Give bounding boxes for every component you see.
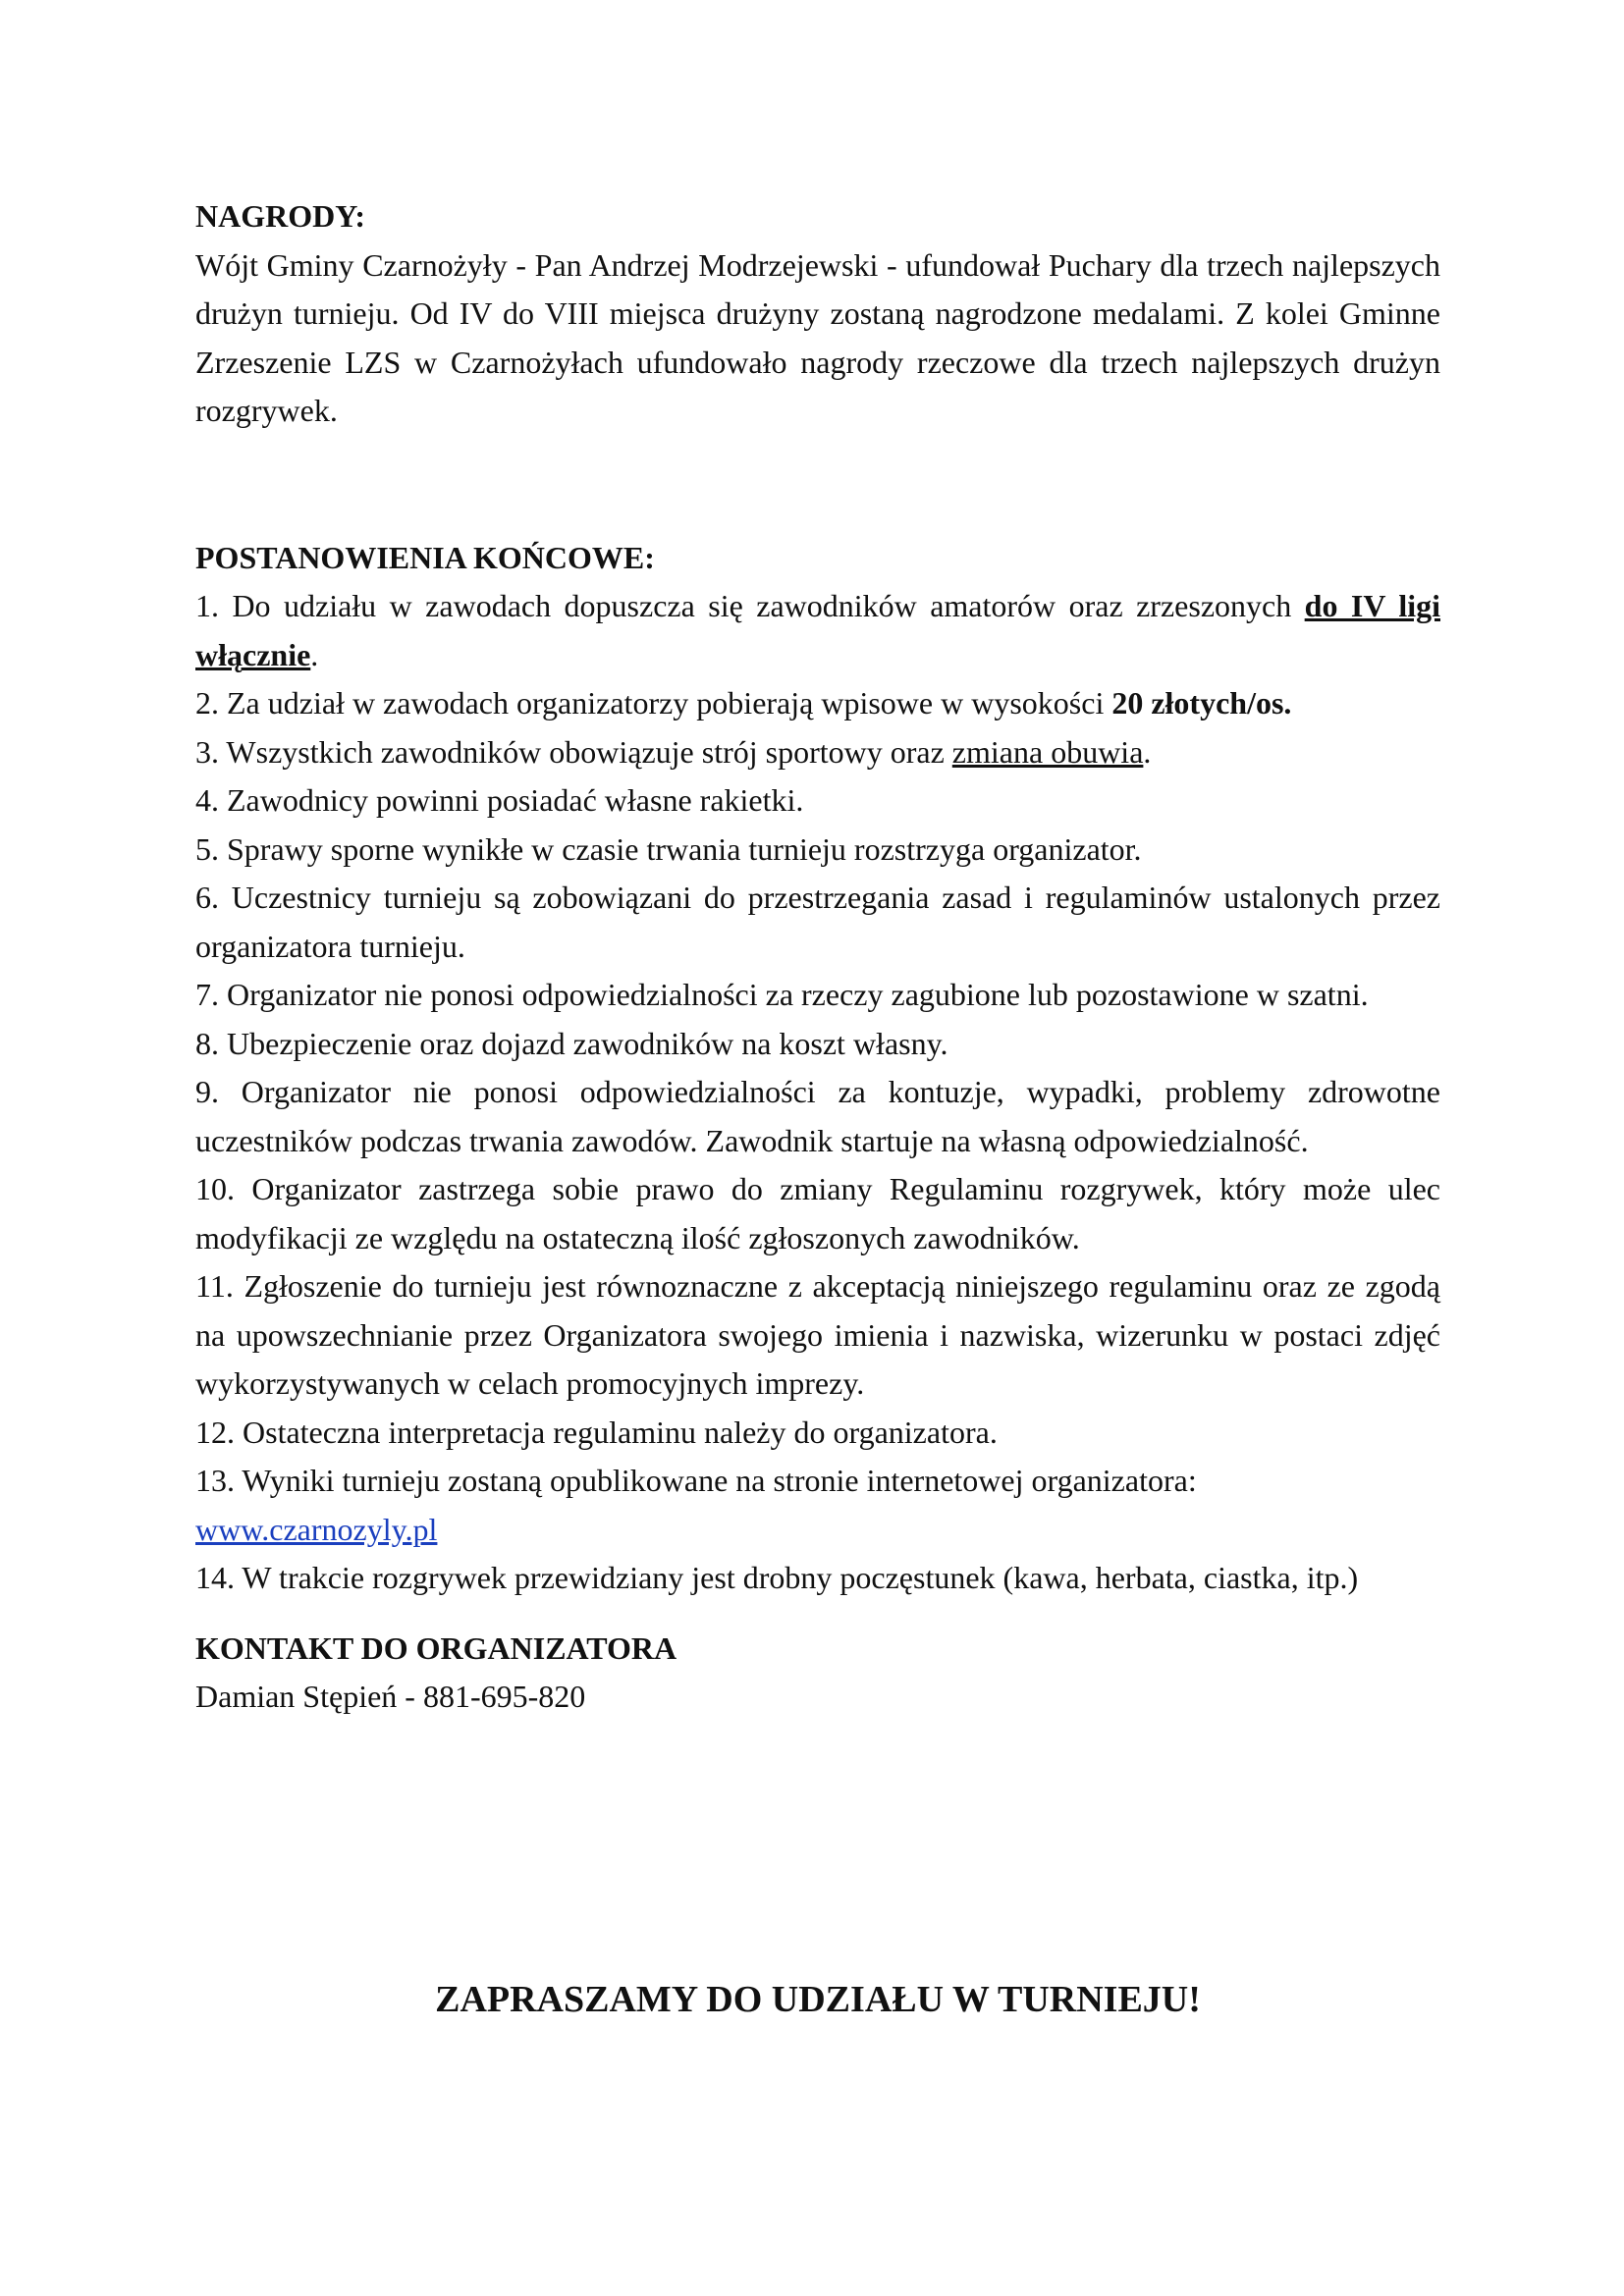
rule-item-4: 4. Zawodnicy powinni posiadać własne rakietki.: [195, 782, 804, 818]
document-body: [195, 192, 1440, 1722]
rule-item-3-text: 3. Wszystkich zawodników obowiązuje strój sportowy oraz: [195, 733, 952, 770]
rule-item-1-emphasis: do IV ligi włącznie: [195, 588, 1441, 672]
rule-item-13-text: 13. Wyniki turnieju zostaną opublikowane na stronie internetowej organizatora:: [195, 1463, 1197, 1498]
rule-item-12: 12. Ostateczna interpretacja regulaminu należy do organizatora.: [195, 1414, 998, 1450]
rule-item-3-end: .: [1143, 733, 1152, 770]
rule-item-9: 9. Organizator nie ponosi odpowiedzialności za kontuzje, wypadki, problemy zdrowotne uczestników podczas trwania zawodów. Zawodnik startuje na własną odpowiedzialność.: [195, 1074, 1440, 1158]
postanowienia-heading: POSTANOWIENIA KOŃCOWE:: [195, 539, 655, 575]
nagrody-heading: NAGRODY:: [195, 198, 366, 234]
kontakt-person: Damian Stępień - 881-695-820: [195, 1679, 586, 1714]
rule-item-6: 6. Uczestnicy turnieju są zobowiązani do przestrzegania zasad i regulaminów ustalonych przez organizatora turnieju.: [195, 880, 1440, 964]
rule-item-2: [195, 679, 1440, 728]
rule-item-1: [195, 582, 1440, 679]
kontakt-heading: KONTAKT DO ORGANIZATORA: [195, 1629, 677, 1666]
rule-item-14: 14. W trakcie rozgrywek przewidziany jest drobny poczęstunek (kawa, herbata, ciastka, itp.): [195, 1560, 1359, 1595]
organizer-website-link[interactable]: www.czarnozyly.pl: [195, 1511, 438, 1547]
section-spacer: [195, 1603, 1440, 1625]
rule-item-13: [195, 1457, 1440, 1554]
rule-item-3: [195, 728, 1440, 777]
rule-item-10: 10. Organizator zastrzega sobie prawo do zmiany Regulaminu rozgrywek, który może ulec modyfikacji ze względu na ostateczną ilość zgłoszonych zawodników.: [195, 1171, 1440, 1255]
invitation-heading: ZAPRASZAMY DO UDZIAŁU W TURNIEJU!: [435, 1979, 1201, 2020]
rule-item-1-text: 1. Do udziału w zawodach dopuszcza się zawodników amatorów oraz zrzeszonych: [195, 588, 1305, 623]
rule-item-11: 11. Zgłoszenie do turnieju jest równoznaczne z akceptacją niniejszego regulaminu oraz ze zgodą na upowszechnianie przez Organizatora swojego imienia i nazwiska, wizerunku w postaci zdjęć wykorzystywanych w celach promocyjnych imprezy.: [195, 1268, 1440, 1401]
rule-item-2-text: 2. Za udział w zawodach organizatorzy pobierają wpisowe w wysokości: [195, 685, 1112, 721]
rule-item-8: 8. Ubezpieczenie oraz dojazd zawodników na koszt własny.: [195, 1025, 948, 1061]
rule-item-1-end: .: [310, 636, 319, 672]
rule-item-2-emphasis: 20 złotych/os.: [1111, 685, 1292, 721]
rule-item-7: 7. Organizator nie ponosi odpowiedzialności za rzeczy zagubione lub pozostawione w szatni.: [195, 977, 1369, 1012]
rule-item-5: 5. Sprawy sporne wynikłe w czasie trwania turnieju rozstrzyga organizator.: [195, 830, 1142, 867]
rule-item-3-emphasis: zmiana obuwia: [951, 733, 1144, 770]
section-spacer: [195, 436, 1440, 534]
nagrody-paragraph: Wójt Gminy Czarnożyły - Pan Andrzej Modrzejewski - ufundował Puchary dla trzech najlepszych drużyn turnieju. Od IV do VIII miejsca drużyny zostaną nagrodzone medalami. Z kolei Gminne Zrzeszenie LZS w Czarnożyłach ufundowało nagrody rzeczowe dla trzech najlepszych drużyn rozgrywek.: [195, 246, 1440, 428]
